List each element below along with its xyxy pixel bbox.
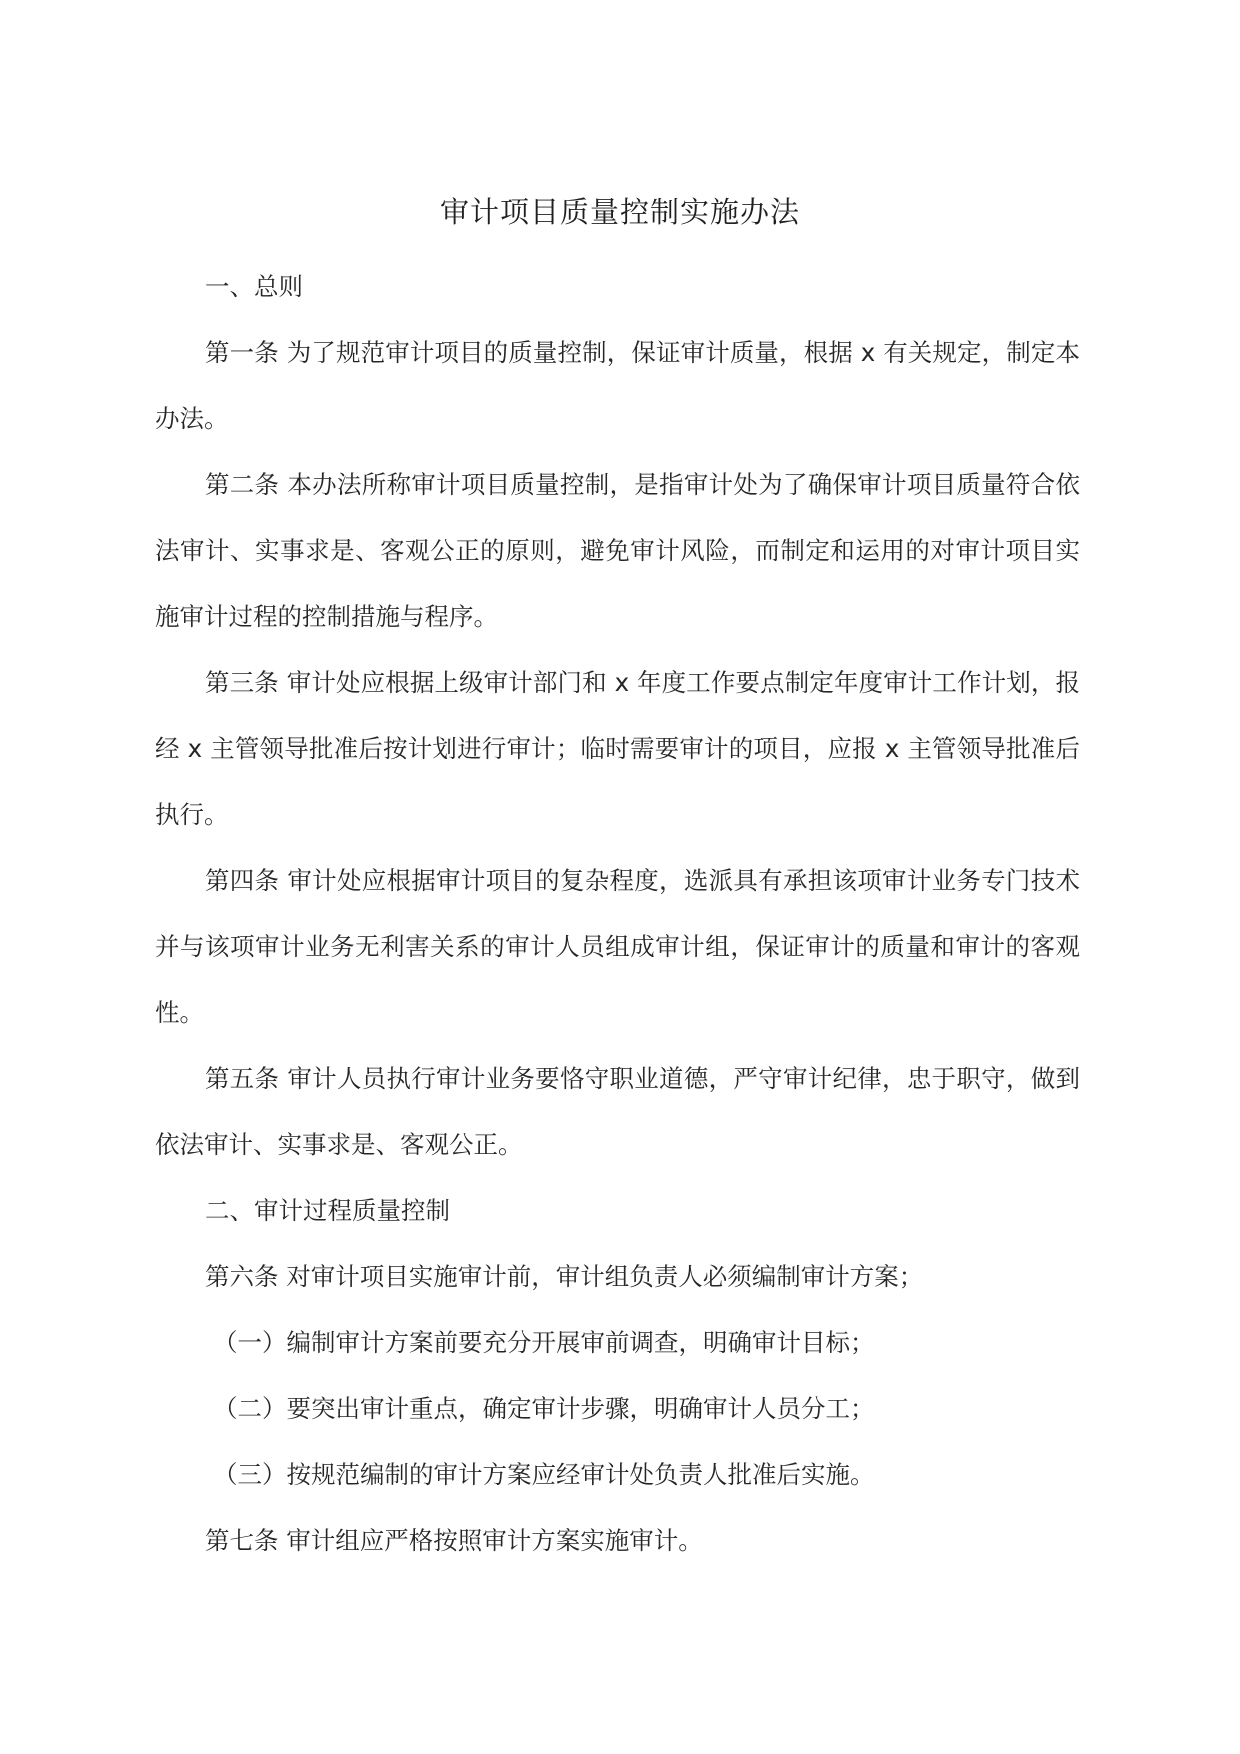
article-2: 第二条 本办法所称审计项目质量控制，是指审计处为了确保审计项目质量符合依法审计、实事求是、客观公正的原则，避免审计风险，而制定和运用的对审计项目实施审计过程的控制措施与程序。	[155, 470, 1080, 631]
document-body	[155, 254, 1080, 1574]
article-6-item-3: （三）按规范编制的审计方案应经审计处负责人批准后实施。	[213, 1460, 875, 1489]
section-heading-process: 二、审计过程质量控制	[205, 1196, 450, 1225]
article-5: 第五条 审计人员执行审计业务要恪守职业道德，严守审计纪律，忠于职守，做到依法审计、实事求是、客观公正。	[155, 1064, 1080, 1159]
article-4: 第四条 审计处应根据审计项目的复杂程度，选派具有承担该项审计业务专门技术并与该项审计业务无利害关系的审计人员组成审计组，保证审计的质量和审计的客观性。	[155, 866, 1080, 1027]
document-title: 审计项目质量控制实施办法	[439, 195, 800, 229]
article-3: 第三条 审计处应根据上级审计部门和 x 年度工作要点制定年度审计工作计划，报经 x 主管领导批准后按计划进行审计；临时需要审计的项目，应报 x 主管领导批准后执行。	[155, 668, 1080, 829]
article-6-item-1: （一）编制审计方案前要充分开展审前调查，明确审计目标；	[213, 1328, 875, 1357]
article-6-item-2: （二）要突出审计重点，确定审计步骤，明确审计人员分工；	[213, 1394, 875, 1423]
article-7: 第七条 审计组应严格按照审计方案实施审计。	[205, 1526, 703, 1555]
article-6: 第六条 对审计项目实施审计前，审计组负责人必须编制审计方案；	[205, 1262, 924, 1291]
section-heading-general: 一、总则	[205, 272, 303, 301]
article-1: 第一条 为了规范审计项目的质量控制，保证审计质量，根据 x 有关规定，制定本办法。	[155, 338, 1080, 433]
